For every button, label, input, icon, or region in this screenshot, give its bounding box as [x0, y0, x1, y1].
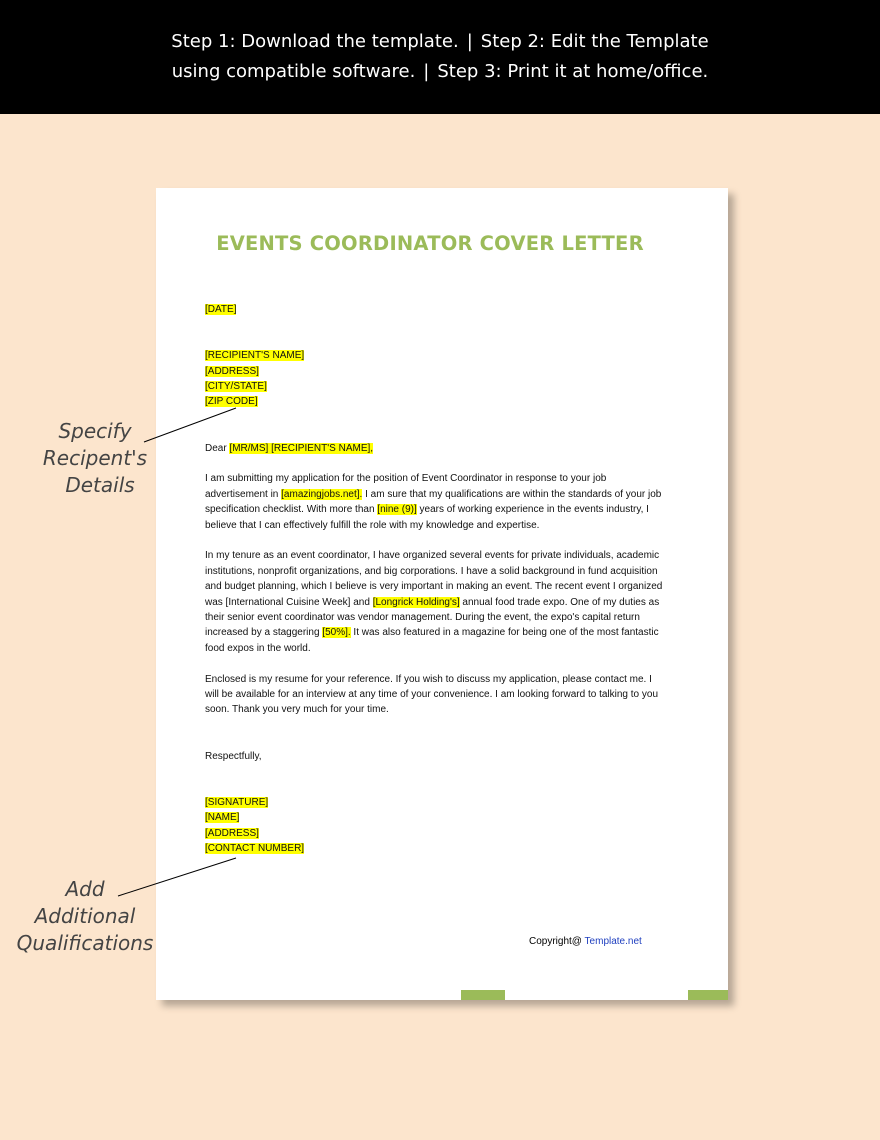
contact-number-placeholder[interactable]: [CONTACT NUMBER] — [205, 843, 305, 855]
step-2-text: Step 2: Edit the Template — [480, 31, 709, 52]
salutation-name-placeholder[interactable]: [MR/MS] [RECIPIENT'S NAME], — [229, 442, 374, 454]
closing: Respectfully, — [205, 750, 262, 762]
separator: | — [466, 31, 473, 52]
company-placeholder[interactable]: [Longrick Holding's] — [372, 596, 460, 608]
recipient-zip-placeholder[interactable]: [ZIP CODE] — [205, 396, 258, 408]
callout-recipient-details: Specify Recipent's Details — [42, 419, 148, 497]
paragraph-2: In my tenure as an event coordinator, I have organized several events for private individuals, academic institutions, nonprofit organizations, and big corporations. I have a solid background in fund acquisition and budget planning, which I believe is very important in making an event. The recent event I organized was [International Cuisine Week] and [Longrick Holding's] annual food trade expo. One of my duties as their senior event coordinator was vendor management. During the event, the expo's capital return increased by a staggering [50%]. It was also featured in a magazine for being one of the most fantastic food expos in the world. — [205, 550, 663, 654]
paragraph-1: I am submitting my application for the position of Event Coordinator in response to your job advertisement in [amazingjobs.net]. I am sure that my qualifications are within the standards of your job specification checklist. With more than [nine (9)] years of working experience in the events industry, I believe that I can effectively fulfill the role with my knowledge and expertise. — [205, 473, 662, 531]
letter-title: EVENTS COORDINATOR COVER LETTER — [216, 232, 644, 255]
percent-placeholder[interactable]: [50%]. — [322, 627, 351, 639]
years-placeholder[interactable]: [nine (9)] — [377, 504, 417, 516]
signature-placeholder[interactable]: [SIGNATURE] — [205, 796, 269, 808]
paragraph-3: Enclosed is my resume for your reference. If you wish to discuss my application, please contact me. I will be available for an interview at any time of your convenience. I am looking forward to talking to you soon. Thank you very much for your time. — [205, 673, 659, 716]
step-3-text: Step 3: Print it at home/office. — [437, 61, 709, 82]
job-site-placeholder[interactable]: [amazingjobs.net]. — [281, 488, 363, 500]
copyright-line: Copyright@ Template.net — [529, 936, 642, 947]
leader-line-qualifications — [118, 858, 236, 896]
callout-additional-qualifications: Add Additional Qualifications — [16, 877, 154, 955]
leader-line-recipient — [144, 408, 236, 442]
sender-address-placeholder[interactable]: [ADDRESS] — [205, 827, 259, 839]
sender-name-placeholder[interactable]: [NAME] — [205, 812, 240, 824]
date-placeholder[interactable]: [DATE] — [205, 304, 237, 315]
step-2-continued-text: using compatible software. — [171, 61, 416, 82]
separator: | — [423, 61, 430, 82]
step-1-text: Step 1: Download the template. — [171, 31, 459, 52]
template-link[interactable]: Template.net — [584, 936, 642, 947]
salutation: Dear [MR/MS] [RECIPIENT'S NAME], — [205, 442, 374, 454]
recipient-city-placeholder[interactable]: [CITY/STATE] — [205, 381, 267, 393]
recipient-address-placeholder[interactable]: [ADDRESS] — [205, 365, 259, 377]
recipient-name-placeholder[interactable]: [RECIPIENT'S NAME] — [205, 350, 305, 362]
